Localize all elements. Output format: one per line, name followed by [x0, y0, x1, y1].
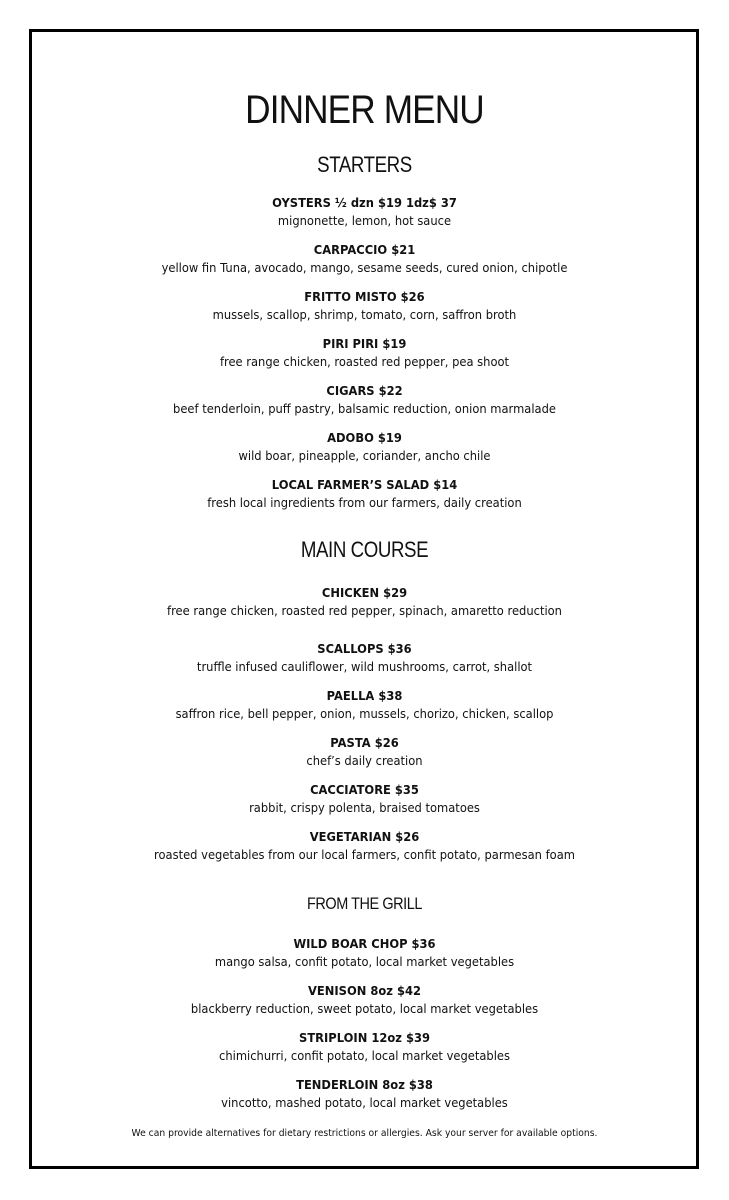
menu-item-scallops	[0, 640, 729, 676]
item-name: STRIPLOIN 12oz $39	[299, 1030, 430, 1045]
menu-item-pasta	[0, 734, 729, 770]
item-description: truffle infused cauliflower, wild mushrooms, carrot, shallot	[196, 659, 533, 674]
menu-title: DINNER MENU	[245, 88, 484, 132]
item-name: ADOBO $19	[327, 430, 402, 445]
menu-item-oysters	[0, 194, 729, 230]
item-name: WILD BOAR CHOP $36	[293, 936, 436, 951]
item-description: mignonette, lemon, hot sauce	[277, 213, 452, 228]
item-description: saffron rice, bell pepper, onion, mussels, chorizo, chicken, scallop	[175, 706, 554, 721]
item-description: rabbit, crispy polenta, braised tomatoes	[249, 800, 480, 815]
item-name: PASTA $26	[330, 735, 399, 750]
item-description: chimichurri, confit potato, local market vegetables	[219, 1048, 510, 1063]
item-name: PAELLA $38	[326, 688, 403, 703]
menu-item-local-farmers-salad	[0, 476, 729, 512]
menu-item-vegetarian	[0, 828, 729, 864]
item-name: SCALLOPS $36	[317, 641, 412, 656]
starters-heading: STARTERS	[317, 152, 412, 177]
menu-item-tenderloin	[0, 1076, 729, 1112]
item-description: beef tenderloin, puff pastry, balsamic reduction, onion marmalade	[173, 401, 556, 416]
item-name: CHICKEN $29	[321, 585, 408, 600]
item-description: free range chicken, roasted red pepper, spinach, amaretto reduction	[167, 603, 562, 618]
item-name: CACCIATORE $35	[310, 782, 419, 797]
item-description: yellow fin Tuna, avocado, mango, sesame seeds, cured onion, chipotle	[161, 260, 568, 275]
item-description: roasted vegetables from our local farmers, confit potato, parmesan foam	[154, 847, 575, 862]
menu-item-paella	[0, 687, 729, 723]
item-name: CIGARS $22	[326, 383, 403, 398]
grill-heading: FROM THE GRILL	[306, 894, 423, 913]
menu-item-fritto-misto	[0, 288, 729, 324]
dietary-footnote: We can provide alternatives for dietary restrictions or allergies. Ask your server for available options.	[131, 1128, 598, 1139]
item-name: PIRI PIRI $19	[322, 336, 407, 351]
item-name: LOCAL FARMER’S SALAD $14	[271, 477, 458, 492]
menu-item-adobo	[0, 429, 729, 465]
menu-item-striploin	[0, 1029, 729, 1065]
item-description: vincotto, mashed potato, local market vegetables	[221, 1095, 508, 1110]
menu-item-cacciatore	[0, 781, 729, 817]
item-name: OYSTERS ½ dzn $19 1dz$ 37	[272, 195, 457, 210]
menu-item-carpaccio	[0, 241, 729, 277]
item-name: CARPACCIO $21	[313, 242, 416, 257]
menu-item-venison	[0, 982, 729, 1018]
item-description: fresh local ingredients from our farmers, daily creation	[207, 495, 522, 510]
item-description: free range chicken, roasted red pepper, pea shoot	[219, 354, 510, 369]
item-description: mussels, scallop, shrimp, tomato, corn, saffron broth	[212, 307, 517, 322]
item-name: VENISON 8oz $42	[308, 983, 421, 998]
item-description: wild boar, pineapple, coriander, ancho chile	[238, 448, 491, 463]
item-name: TENDERLOIN 8oz $38	[296, 1077, 433, 1092]
item-name: VEGETARIAN $26	[309, 829, 420, 844]
item-description: blackberry reduction, sweet potato, local market vegetables	[190, 1001, 539, 1016]
item-name: FRITTO MISTO $26	[304, 289, 425, 304]
item-description: chef’s daily creation	[306, 753, 423, 768]
item-description: mango salsa, confit potato, local market vegetables	[214, 954, 515, 969]
menu-item-wild-boar-chop	[0, 935, 729, 971]
menu-item-cigars	[0, 382, 729, 418]
main-course-heading: MAIN COURSE	[300, 537, 429, 562]
menu-item-piri-piri	[0, 335, 729, 371]
menu-item-chicken	[0, 584, 729, 620]
